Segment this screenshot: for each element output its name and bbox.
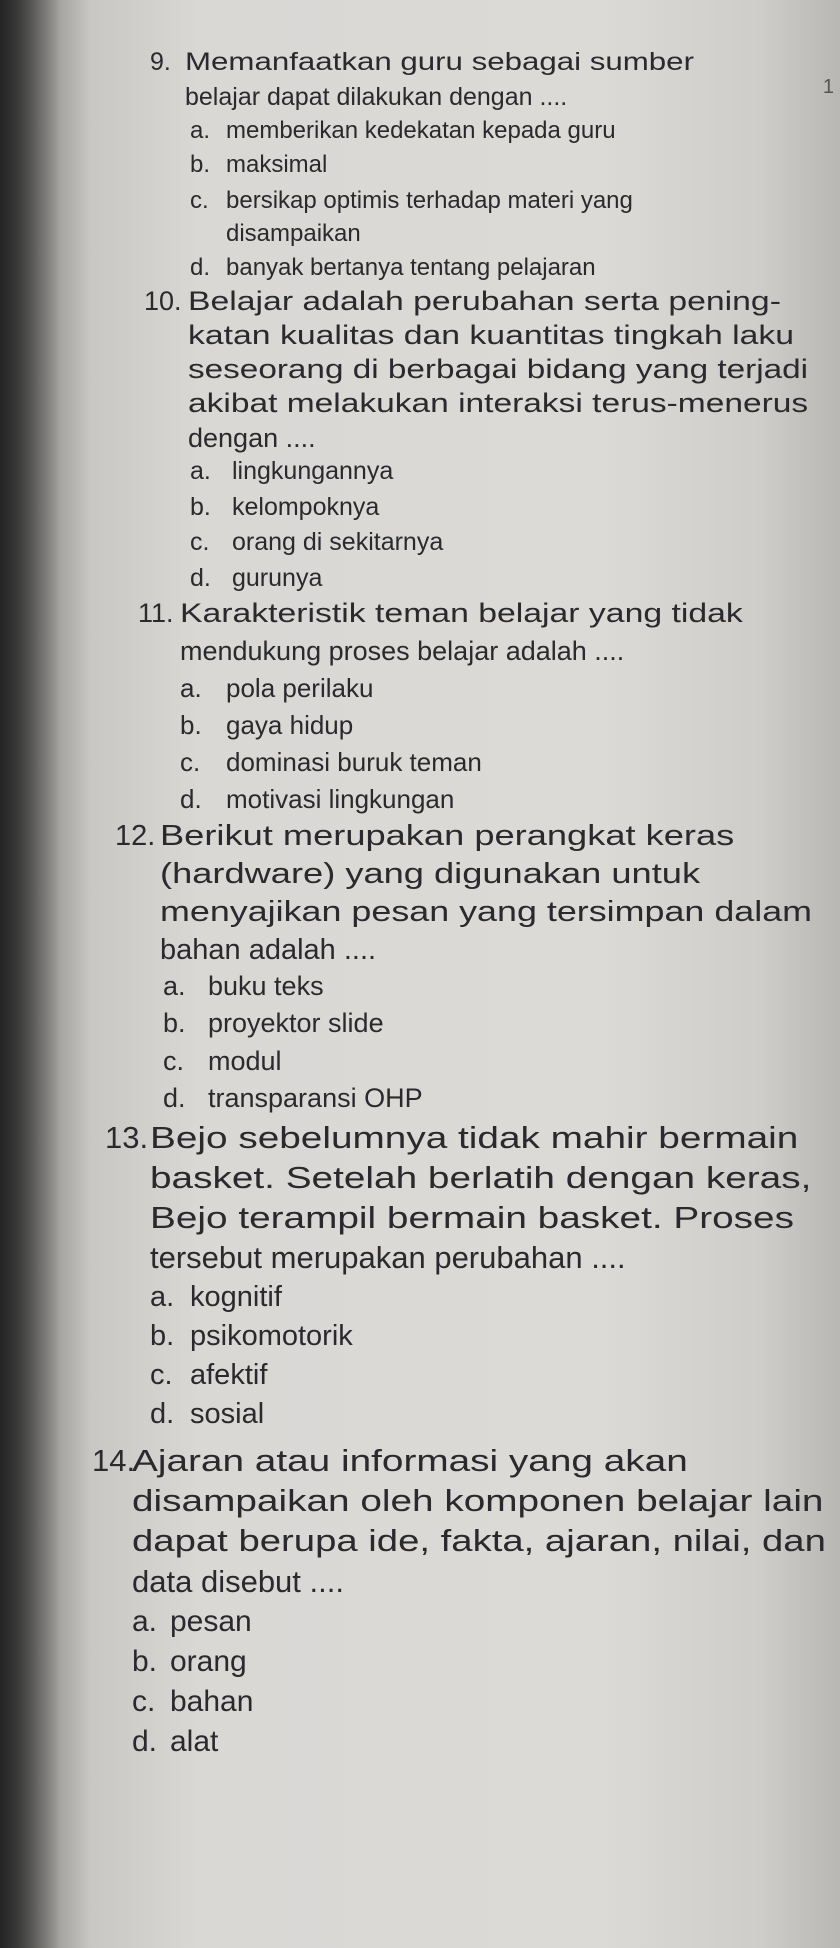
question-14-number: 14. [92, 1443, 136, 1478]
option-letter: c. [150, 1359, 173, 1391]
option-text: proyektor slide [208, 1008, 384, 1038]
option-letter: b. [150, 1320, 175, 1352]
option-text: buku teks [208, 971, 324, 1001]
option-letter: c. [190, 528, 210, 556]
option-text: transparansi OHP [208, 1083, 423, 1113]
question-13-text-line: tersebut merupakan perubahan .... [150, 1240, 626, 1275]
option-text: modul [208, 1046, 282, 1076]
option-text: orang di sekitarnya [232, 528, 444, 556]
question-14-text-line: disampaikan oleh komponen belajar lain [132, 1483, 824, 1518]
option-letter: b. [180, 710, 202, 740]
question-9-text-line: belajar dapat dilakukan dengan .... [185, 83, 568, 111]
option-text: sosial [190, 1398, 265, 1430]
option-letter: b. [190, 493, 211, 521]
option-letter: b. [163, 1008, 186, 1038]
question-10-text-line: akibat melakukan interaksi terus-menerus [188, 388, 809, 418]
question-11-number: 11. [138, 598, 174, 628]
question-12-text-line: (hardware) yang digunakan untuk [160, 858, 701, 890]
question-11-text-line: Karakteristik teman belajar yang tidak [180, 598, 743, 628]
option-letter: a. [150, 1281, 175, 1313]
option-letter: c. [132, 1685, 156, 1718]
option-text: banyak bertanya tentang pelajaran [226, 254, 596, 281]
option-text: kelompoknya [232, 493, 380, 521]
question-12-number: 12. [115, 820, 156, 852]
option-letter: c. [190, 187, 209, 214]
option-text: kognitif [190, 1281, 282, 1313]
option-letter: c. [180, 747, 201, 777]
option-letter: d. [163, 1083, 186, 1113]
question-13-text-line: Bejo sebelumnya tidak mahir bermain [150, 1120, 799, 1155]
question-10-number: 10. [144, 286, 182, 316]
option-letter: d. [180, 784, 202, 814]
question-9-text-line: Memanfaatkan guru sebagai sumber [185, 48, 694, 76]
question-10-text-line: Belajar adalah perubahan serta pening- [188, 286, 781, 316]
option-text: alat [170, 1725, 219, 1758]
option-letter: b. [190, 151, 211, 178]
question-14-text-line: Ajaran atau informasi yang akan [132, 1443, 688, 1478]
question-12-text-line: menyajikan pesan yang tersimpan dalam [160, 896, 813, 928]
option-text: gurunya [232, 564, 323, 592]
question-10-text-line: katan kualitas dan kuantitas tingkah laku [188, 320, 795, 350]
option-letter: d. [150, 1398, 175, 1430]
option-text: maksimal [226, 151, 328, 178]
option-letter: a. [190, 117, 211, 144]
option-text: pola perilaku [226, 673, 374, 703]
question-13-text-line: basket. Setelah berlatih dengan keras, [150, 1160, 812, 1195]
option-letter: a. [190, 457, 211, 485]
option-letter: d. [190, 564, 211, 592]
page-edge-shadow [0, 0, 60, 1948]
question-12-text-line: Berikut merupakan perangkat keras [160, 820, 735, 852]
option-text: lingkungannya [232, 457, 394, 485]
option-text: motivasi lingkungan [226, 784, 455, 814]
option-text: bersikap optimis terhadap materi yang [226, 187, 633, 214]
question-14-text-line: data disebut .... [132, 1564, 344, 1599]
question-14-text-line: dapat berupa ide, fakta, ajaran, nilai, dan [132, 1523, 826, 1558]
option-letter: b. [132, 1645, 158, 1678]
option-letter: a. [180, 673, 202, 703]
option-letter: a. [163, 971, 186, 1001]
option-text: psikomotorik [190, 1320, 353, 1352]
option-text: bahan [170, 1685, 254, 1718]
page-number: 1 [822, 76, 834, 98]
question-13-number: 13. [105, 1120, 149, 1155]
option-text: dominasi buruk teman [226, 747, 482, 777]
question-10-text-line: dengan .... [188, 423, 316, 453]
option-letter: a. [132, 1605, 158, 1638]
option-text: pesan [170, 1605, 252, 1638]
question-13-text-line: Bejo terampil bermain basket. Proses [150, 1200, 794, 1235]
question-10-text-line: seseorang di berbagai bidang yang terjadi [188, 354, 809, 384]
option-letter: d. [132, 1725, 158, 1758]
option-text: orang [170, 1645, 247, 1678]
question-11-text-line: mendukung proses belajar adalah .... [180, 636, 625, 666]
option-letter: d. [190, 254, 211, 281]
option-text: disampaikan [226, 220, 361, 247]
question-12-text-line: bahan adalah .... [160, 934, 377, 966]
option-text: memberikan kedekatan kepada guru [226, 117, 616, 144]
question-9-number: 9. [150, 48, 171, 76]
option-text: gaya hidup [226, 710, 354, 740]
option-letter: c. [163, 1046, 185, 1076]
option-text: afektif [190, 1359, 268, 1391]
